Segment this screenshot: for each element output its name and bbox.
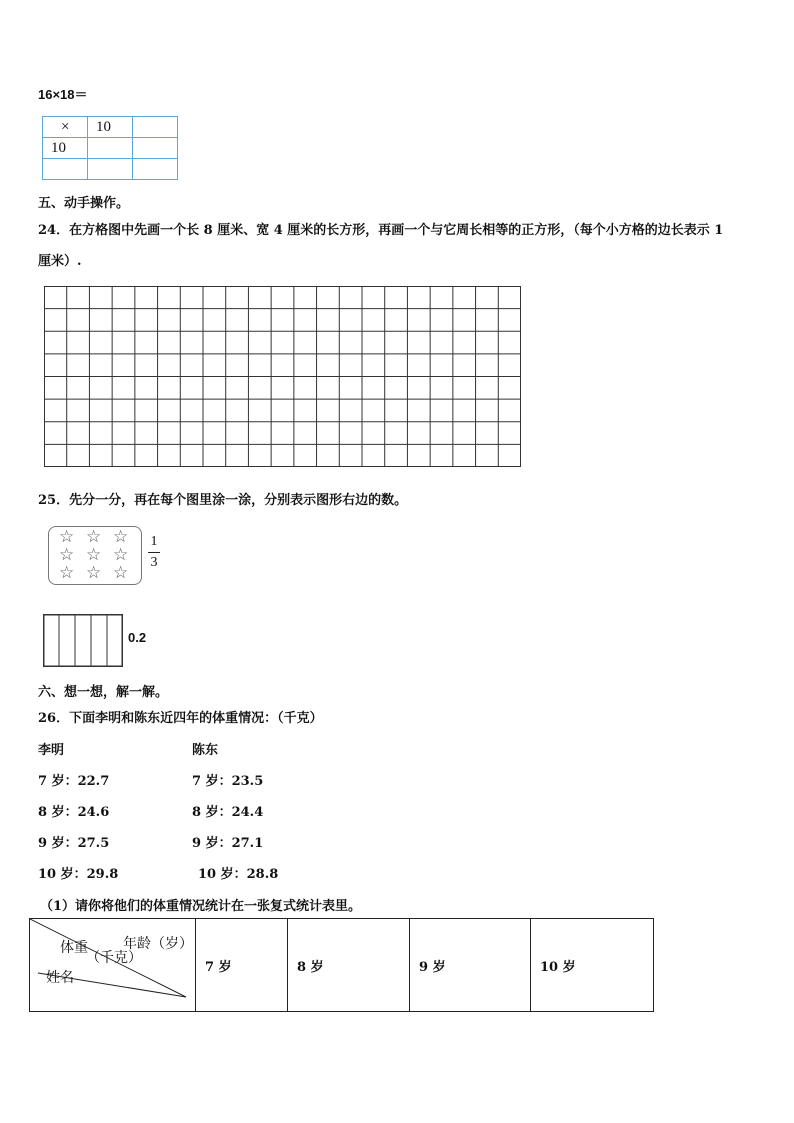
header-weight-label: 体重 — [60, 940, 88, 956]
name-li-ming: 李明 — [38, 743, 65, 758]
star-icon: ☆ — [59, 527, 75, 547]
question-24-line2: 厘米）. — [38, 254, 82, 269]
age-column-header: 8 岁 — [288, 919, 410, 1012]
li-ming-entry: 8 岁：24.6 — [38, 805, 110, 820]
mult-cell: 10 — [88, 117, 133, 138]
header-age-label: 年龄（岁） — [123, 936, 193, 952]
mult-cell: × — [43, 117, 88, 138]
fraction-numerator: 1 — [150, 534, 158, 549]
mult-row — [43, 159, 178, 180]
strip-outline — [44, 615, 123, 667]
chen-dong-entry: 9 岁：27.1 — [192, 836, 264, 851]
li-ming-entry: 10 岁：29.8 — [38, 867, 119, 882]
section-heading-6: 六、想一想，解一解。 — [38, 685, 169, 700]
star-icon: ☆ — [113, 545, 129, 565]
star-icon: ☆ — [59, 563, 75, 583]
diagonal-header-cell — [30, 919, 196, 1012]
header-weight-unit: （千克） — [86, 950, 142, 966]
age-column-header: 7 岁 — [196, 919, 288, 1012]
fraction-one-third — [148, 534, 160, 571]
star-icon: ☆ — [86, 527, 102, 547]
name-chen-dong: 陈东 — [192, 743, 219, 758]
age-column-header: 9 岁 — [410, 919, 531, 1012]
strip-value: 0.2 — [128, 630, 147, 645]
chen-dong-entry: 7 岁：23.5 — [192, 774, 264, 789]
multiplication-expression: 16×18＝ — [38, 87, 88, 102]
star-box[interactable] — [48, 526, 142, 585]
section-heading-5: 五、动手操作。 — [38, 196, 130, 211]
question-25-text: 25．先分一分，再在每个图里涂一涂，分别表示图形右边的数。 — [38, 493, 408, 508]
star-icon: ☆ — [59, 545, 75, 565]
mult-cell — [133, 159, 178, 180]
multiplication-grid — [42, 116, 178, 180]
weight-stat-table — [29, 918, 654, 1012]
mult-cell — [133, 117, 178, 138]
table-row — [30, 919, 654, 1012]
age-column-header: 10 岁 — [531, 919, 654, 1012]
chen-dong-entry: 8 岁：24.4 — [192, 805, 264, 820]
header-name-label: 姓名 — [46, 970, 74, 986]
fraction-bar — [148, 552, 160, 553]
mult-row — [43, 117, 178, 138]
mult-cell: 10 — [43, 138, 88, 159]
chen-dong-entry: 10 岁：28.8 — [198, 867, 279, 882]
li-ming-entry: 7 岁：22.7 — [38, 774, 110, 789]
star-icon: ☆ — [86, 545, 102, 565]
mult-row — [43, 138, 178, 159]
star-icon: ☆ — [113, 563, 129, 583]
grid-paper[interactable] — [44, 286, 521, 467]
question-26-text: 26．下面李明和陈东近四年的体重情况：（千克） — [38, 711, 323, 726]
mult-cell — [88, 159, 133, 180]
li-ming-entry: 9 岁：27.5 — [38, 836, 110, 851]
star-icon: ☆ — [113, 527, 129, 547]
star-icon: ☆ — [86, 563, 102, 583]
mult-cell — [43, 159, 88, 180]
question-24-line1: 24．在方格图中先画一个长 8 厘米、宽 4 厘米的长方形，再画一个与它周长相等的正方形，（每个小方格的边长表示 1 — [38, 223, 724, 238]
sub-question-1: （1）请你将他们的体重情况统计在一张复式统计表里。 — [40, 899, 362, 914]
strip-rectangle[interactable] — [43, 614, 123, 667]
mult-cell — [88, 138, 133, 159]
fraction-denominator: 3 — [150, 555, 158, 570]
mult-cell — [133, 138, 178, 159]
